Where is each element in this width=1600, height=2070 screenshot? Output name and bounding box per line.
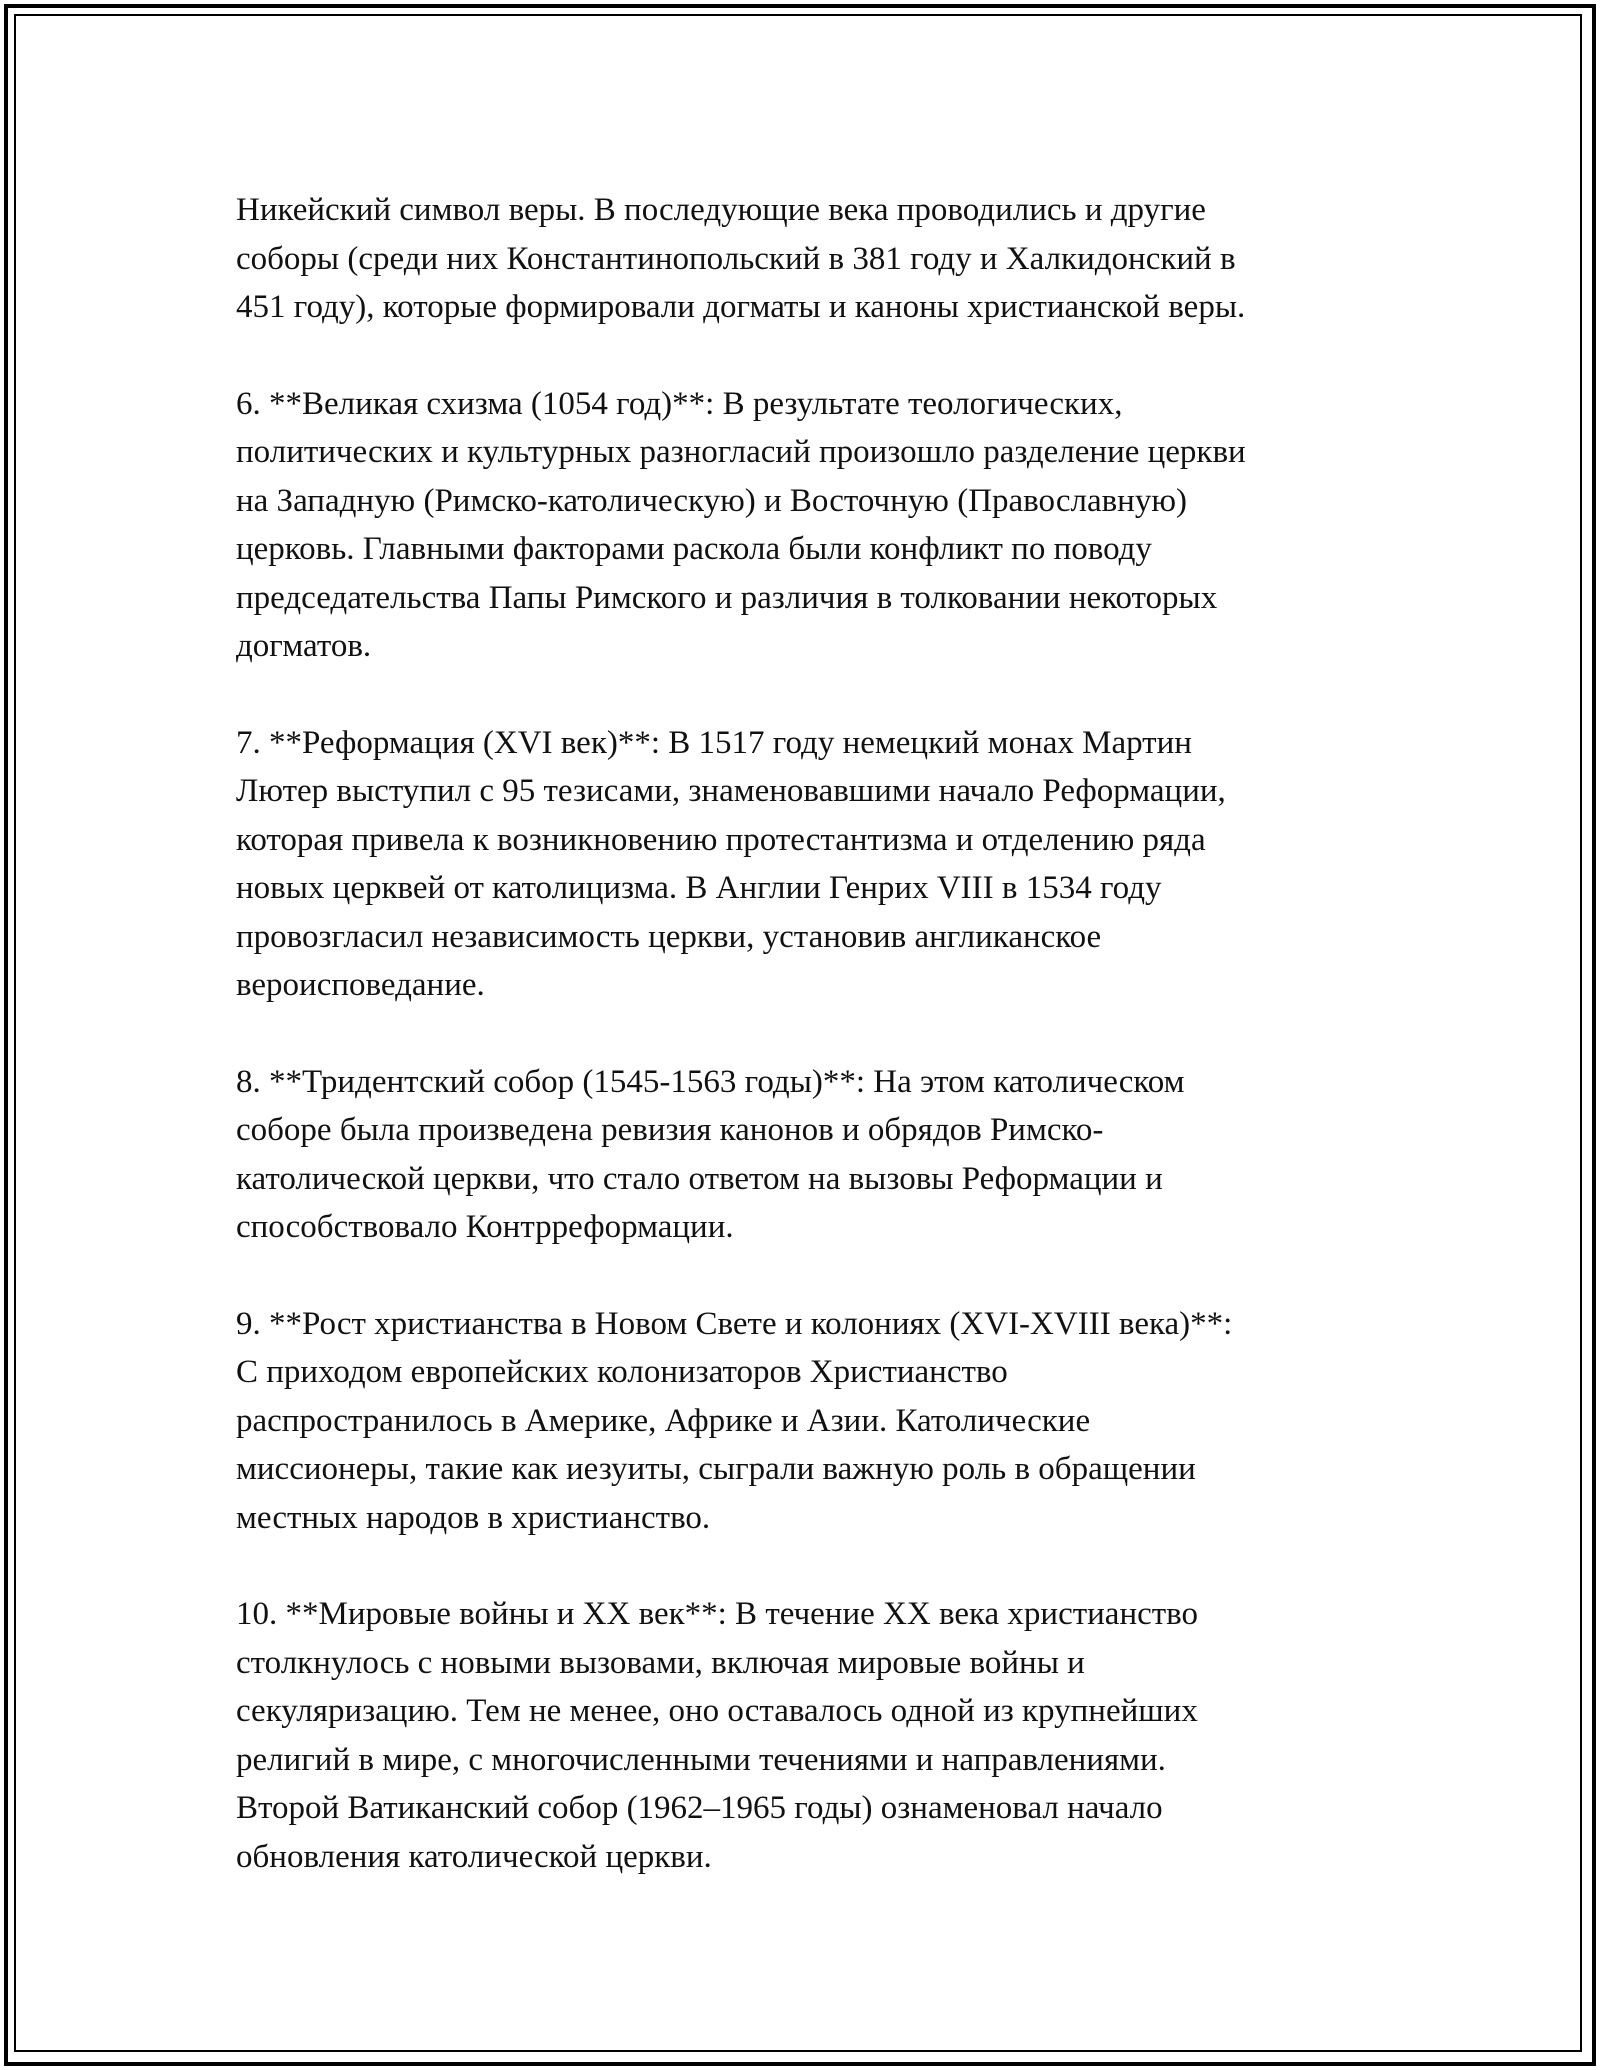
paragraph-nicene-continuation: Никейский символ веры. В последующие века проводились и другие соборы (среди них Константинопольский в 381 году и Халкидонский в 451 году), которые формировали догматы и каноны христианской веры. [236,192,1246,325]
paragraph-world-wars-20th-century: 10. **Мировые войны и XX век**: В течение XX века христианство столкнулось с новыми вызовами, включая мировые войны и секуляризацию. Тем не менее, оно оставалось одной из крупнейших религий в мире, с многочисленными течениями и направлениями. Второй Ватиканский собор (1962–1965 годы) ознаменовал начало обновления католической церкви. [236,1596,1199,1875]
paragraph-new-world-growth: 9. **Рост христианства в Новом Свете и колониях (XVI-XVIII века)**: С приходом европейских колонизаторов Христианство распространилось в Америке, Африке и Азии. Католические миссионеры, такие как иезуиты, сыграли важную роль в обращении местных народов в христианство. [236,1305,1233,1536]
paragraph-council-of-trent: 8. **Тридентский собор (1545-1563 годы)**: На этом католическом соборе была произведена ревизия канонов и обрядов Римско- католической церкви, что стало ответом на вызовы Реформации и способствовало Контрреформации. [236,1063,1185,1245]
paragraph-great-schism: 6. **Великая схизма (1054 год)**: В результате теологических, политических и культурных разногласий произошло разделение церкви на Западную (Римско-католическую) и Восточную (Православную) церковь. Главными факторами раскола были конфликт по поводу председательства Папы Римского и различия в толковании некоторых догматов. [236,385,1246,664]
document-body [236,186,1386,1929]
paragraph-reformation: 7. **Реформация (XVI век)**: В 1517 году немецкий монах Мартин Лютер выступил с 95 тезисами, знаменовавшими начало Реформации, которая привела к возникновению протестантизма и отделению ряда новых церквей от католицизма. В Англии Генрих VIII в 1534 году провозгласил независимость церкви, установив англиканское вероисповедание. [236,724,1226,1003]
